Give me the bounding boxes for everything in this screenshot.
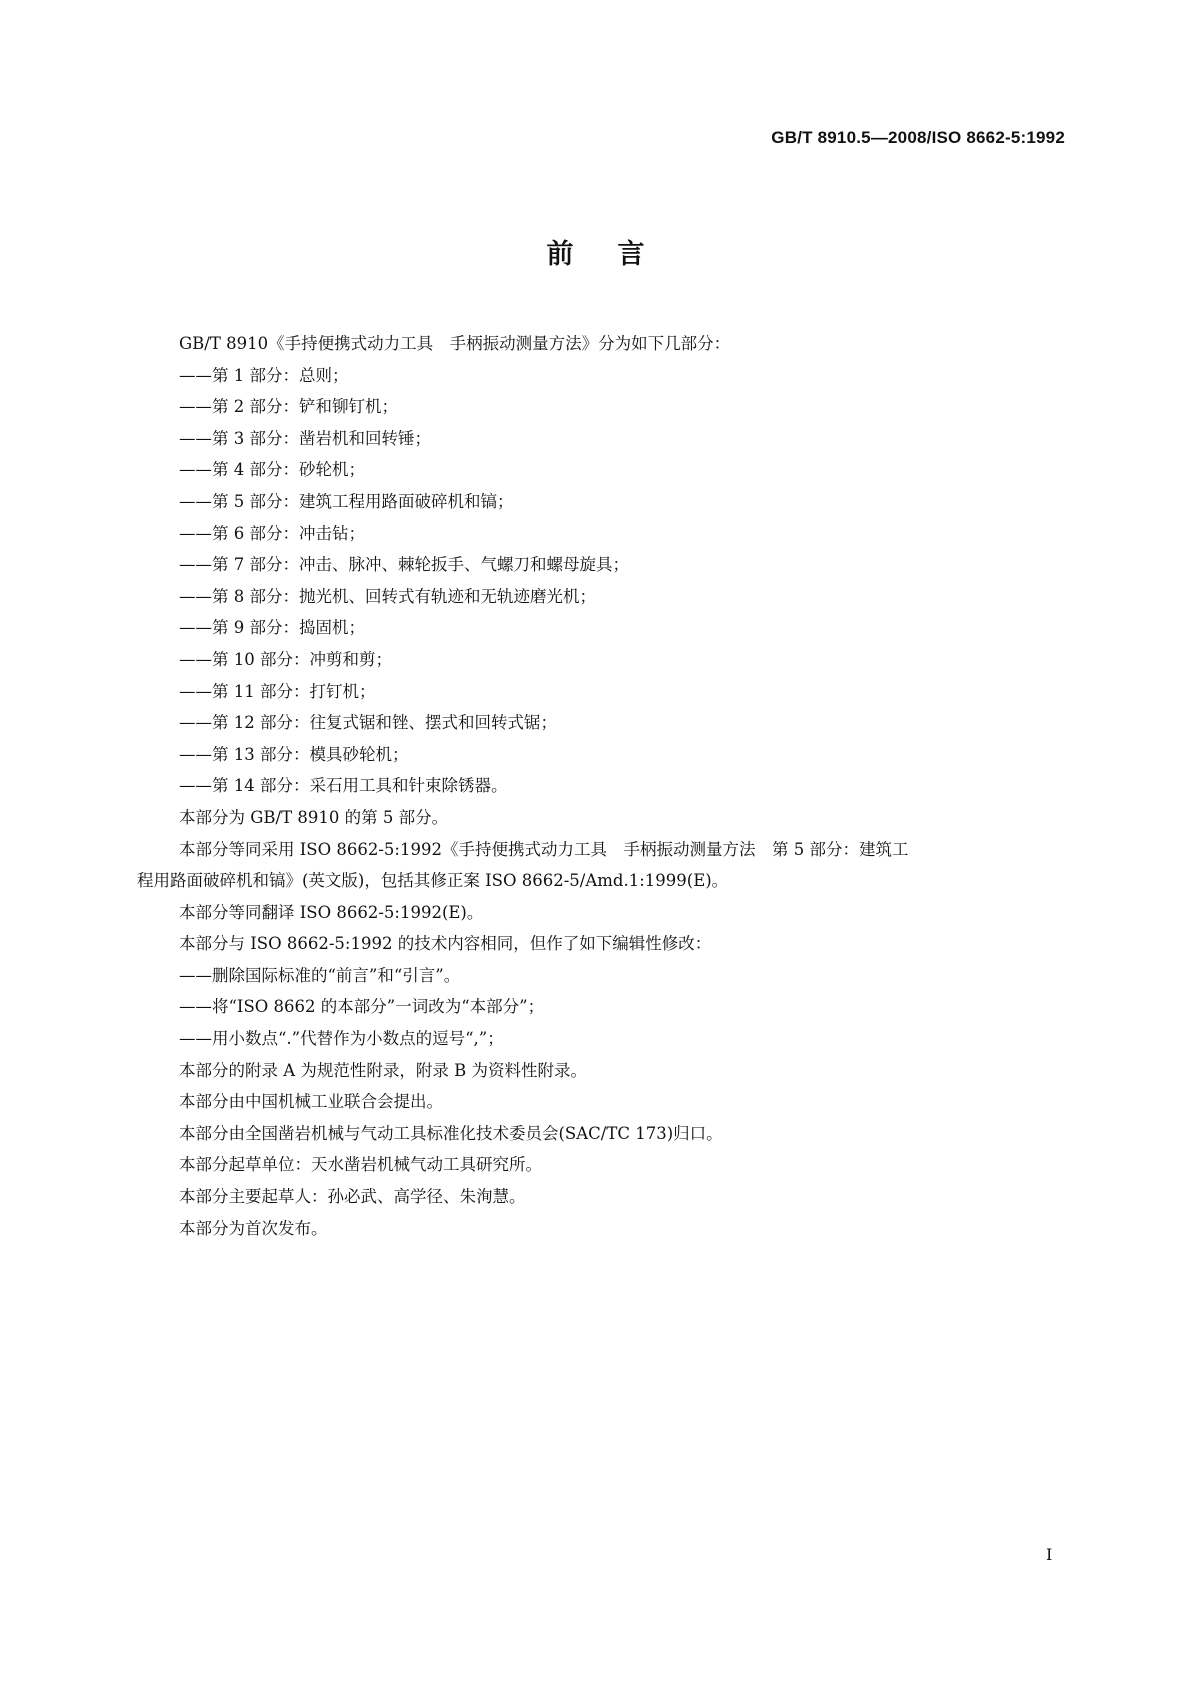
adoption-paragraph: 本部分等同采用 ISO 8662-5:1992《手持便携式动力工具 手柄振动测量方法 第 5 部分：建筑工 [179, 839, 909, 859]
part-item: ——第 10 部分：冲剪和剪； [179, 649, 392, 669]
annex-paragraph: 本部分的附录 A 为规范性附录，附录 B 为资料性附录。 [179, 1060, 588, 1080]
part-item: ——第 13 部分：模具砂轮机； [179, 744, 409, 764]
change-item: ——用小数点“.”代替作为小数点的逗号“,”； [179, 1029, 504, 1049]
same-content-paragraph: 本部分与 ISO 8662-5:1992 的技术内容相同，但作了如下编辑性修改： [179, 934, 712, 954]
part-item: ——第 1 部分：总则； [179, 365, 349, 385]
standard-number-header: GB/T 8910.5—2008/ISO 8662-5:1992 [771, 128, 1065, 147]
intro-paragraph: GB/T 8910《手持便携式动力工具 手柄振动测量方法》分为如下几部分： [179, 334, 731, 353]
part-item: ——第 12 部分：往复式锯和锉、摆式和回转式锯； [179, 713, 557, 733]
part-item: ——第 14 部分：采石用工具和针束除锈器。 [179, 776, 508, 796]
page-title [0, 232, 1191, 271]
centralized-paragraph: 本部分由全国凿岩机械与气动工具标准化技术委员会(SAC/TC 173)归口。 [179, 1123, 723, 1143]
translation-paragraph: 本部分等同翻译 ISO 8662-5:1992(E)。 [179, 902, 484, 922]
title-char: 言 [617, 239, 645, 270]
part-item: ——第 11 部分：打钉机； [179, 681, 376, 701]
page-number: I [1046, 1545, 1053, 1564]
part-item: ——第 9 部分：捣固机； [179, 618, 365, 638]
change-item: ——删除国际标准的“前言”和“引言”。 [179, 965, 461, 985]
part-item: ——第 7 部分：冲击、脉冲、棘轮扳手、气螺刀和螺母旋具； [179, 555, 629, 575]
part-item: ——第 8 部分：抛光机、回转式有轨迹和无轨迹磨光机； [179, 586, 596, 606]
part-item: ——第 4 部分：砂轮机； [179, 460, 365, 480]
first-issue-paragraph: 本部分为首次发布。 [179, 1218, 328, 1238]
part-of-paragraph: 本部分为 GB/T 8910 的第 5 部分。 [179, 807, 449, 827]
change-item: ——将“ISO 8662 的本部分”一词改为“本部分”； [179, 997, 545, 1017]
title-char: 前 [546, 239, 574, 270]
drafting-unit-paragraph: 本部分起草单位：天水凿岩机械气动工具研究所。 [179, 1155, 542, 1175]
proposed-paragraph: 本部分由中国机械工业联合会提出。 [179, 1092, 443, 1112]
part-item: ——第 5 部分：建筑工程用路面破碎机和镐； [179, 491, 514, 511]
foreword-body [137, 328, 1067, 1244]
part-item: ——第 3 部分：凿岩机和回转锤； [179, 428, 431, 448]
drafters-paragraph: 本部分主要起草人：孙必武、高学径、朱洵慧。 [179, 1187, 526, 1207]
part-item: ——第 2 部分：铲和铆钉机； [179, 397, 398, 417]
adoption-paragraph-cont: 程用路面破碎机和镐》(英文版)，包括其修正案 ISO 8662-5/Amd.1:1999(E)。 [137, 871, 729, 891]
part-item: ——第 6 部分：冲击钻； [179, 523, 365, 543]
